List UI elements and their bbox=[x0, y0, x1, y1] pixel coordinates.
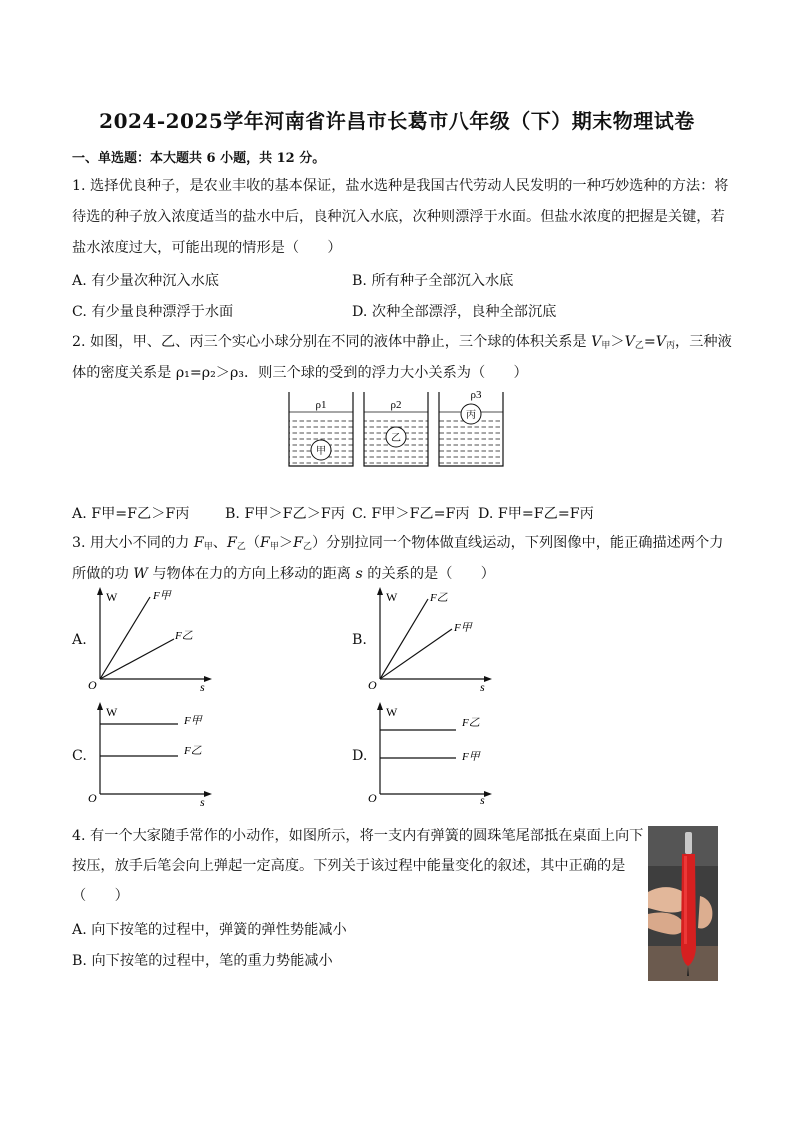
q3-line-2-b: 与物体在力的方向上移动的距离 bbox=[147, 566, 356, 582]
q3-line-1-text: 3. 用大小不同的力 bbox=[72, 535, 194, 551]
var-s: s bbox=[355, 566, 363, 582]
lower-line-label: F乙 bbox=[184, 745, 202, 757]
var-f: F bbox=[193, 535, 204, 551]
x-axis-label: s bbox=[480, 793, 485, 807]
q3-line-2-a: 所做的功 bbox=[72, 566, 134, 582]
container-3 bbox=[439, 389, 503, 466]
lower-line-label: F甲 bbox=[462, 751, 480, 763]
q4-option-a[interactable]: A. 向下按笔的过程中，弹簧的弹性势能减小 bbox=[72, 922, 347, 938]
sub-jia: 甲 bbox=[601, 341, 611, 351]
line-upper bbox=[100, 597, 150, 679]
origin-label: O bbox=[368, 678, 377, 692]
sub-yi: 乙 bbox=[302, 542, 312, 552]
gt-sign: ＞ bbox=[278, 535, 294, 551]
y-axis-label: W bbox=[386, 705, 398, 719]
q3-option-a-label[interactable]: A. bbox=[72, 632, 87, 648]
container-3-label: ρ3 bbox=[470, 389, 482, 401]
var-f: F bbox=[226, 535, 237, 551]
paren-open: （ bbox=[245, 535, 261, 551]
q3-graph-b[interactable] bbox=[366, 585, 496, 693]
comma: 、 bbox=[212, 535, 227, 551]
q2-line-1 bbox=[72, 333, 732, 355]
var-v: V bbox=[655, 334, 666, 350]
var-w: W bbox=[133, 566, 148, 582]
q3-line-1 bbox=[72, 534, 723, 556]
var-f: F bbox=[293, 535, 303, 551]
y-axis-label: W bbox=[106, 705, 118, 719]
var-v: V bbox=[591, 334, 602, 350]
q3-graph-d[interactable] bbox=[366, 700, 496, 808]
page-title: 2024-2025学年河南省许昌市长葛市八年级（下）期末物理试卷 bbox=[99, 109, 695, 133]
container-1 bbox=[289, 392, 353, 466]
sub-jia: 甲 bbox=[203, 542, 213, 552]
q3-option-d-label[interactable]: D. bbox=[352, 748, 368, 764]
pen-photo bbox=[648, 826, 718, 981]
origin-label: O bbox=[88, 678, 97, 692]
y-axis-label: W bbox=[106, 590, 118, 604]
q1-option-b[interactable]: B. 所有种子全部沉入水底 bbox=[352, 273, 514, 289]
section-heading: 一、单选题：本大题共 6 小题，共 12 分。 bbox=[72, 151, 326, 166]
x-axis-label: s bbox=[200, 680, 205, 693]
var-f: F bbox=[260, 535, 270, 551]
sub-yi: 乙 bbox=[634, 341, 644, 351]
q2-option-a[interactable]: A. F甲=F乙＞F丙 bbox=[72, 506, 190, 522]
upper-line-label: F甲 bbox=[184, 715, 202, 727]
ball-bing: 丙 bbox=[466, 410, 476, 421]
lower-line-label: F甲 bbox=[454, 622, 472, 634]
sub-bing: 丙 bbox=[666, 341, 676, 351]
q2-option-c[interactable]: C. F甲＞F乙=F丙 bbox=[352, 506, 470, 522]
q1-line-3: 盐水浓度过大，可能出现的情形是（ ） bbox=[72, 240, 342, 256]
x-axis-label: s bbox=[200, 795, 205, 808]
q3-option-c-label[interactable]: C. bbox=[72, 748, 87, 764]
q3-line-1-end: ）分别拉同一个物体做直线运动，下列图像中，能正确描述两个力 bbox=[311, 535, 724, 551]
q2-container-figure bbox=[285, 388, 515, 470]
q3-option-b-label[interactable]: B. bbox=[352, 632, 367, 648]
line-lower bbox=[380, 629, 452, 679]
q1-line-2: 待选的种子放入浓度适当的盐水中后，良种沉入水底，次种则漂浮于水面。但盐水浓度的把握是关键，若 bbox=[72, 209, 725, 225]
origin-label: O bbox=[368, 791, 377, 805]
q1-line-1: 1. 选择优良种子，是农业丰收的基本保证，盐水选种是我国古代劳动人民发明的一种巧妙选种的方法：将 bbox=[72, 178, 729, 194]
gt-sign: ＞ bbox=[610, 334, 625, 350]
q2-line-2: 体的密度关系是 ρ₁=ρ₂＞ρ₃．则三个球的受到的浮力大小关系为（ ） bbox=[72, 365, 528, 381]
sub-yi: 乙 bbox=[236, 542, 246, 552]
q4-line-1: 4. 有一个大家随手常作的小动作，如图所示，将一支内有弹簧的圆珠笔尾部抵在桌面上向下 bbox=[72, 828, 644, 844]
upper-line-label: F乙 bbox=[430, 592, 448, 604]
q1-option-a[interactable]: A. 有少量次种沉入水底 bbox=[72, 273, 219, 289]
container-2 bbox=[364, 392, 428, 466]
origin-label: O bbox=[88, 791, 97, 805]
q3-graph-a[interactable] bbox=[86, 585, 216, 693]
container-1-label: ρ1 bbox=[315, 399, 327, 411]
q2-line-1-end: ，三种液 bbox=[675, 334, 732, 350]
q2-option-b[interactable]: B. F甲＞F乙＞F丙 bbox=[225, 506, 345, 522]
q1-option-d[interactable]: D. 次种全部漂浮，良种全部沉底 bbox=[352, 304, 557, 320]
lower-line-label: F乙 bbox=[175, 630, 193, 642]
q3-line-2-c: 的关系的是（ ） bbox=[362, 566, 495, 582]
q2-line-1-text: 2. 如图，甲、乙、丙三个实心小球分别在不同的液体中静止，三个球的体积关系是 bbox=[72, 334, 592, 350]
q4-line-3: （ ） bbox=[72, 888, 129, 904]
upper-line-label: F甲 bbox=[153, 590, 171, 602]
ball-jia: 甲 bbox=[316, 446, 326, 457]
line-lower bbox=[100, 639, 174, 679]
sub-jia: 甲 bbox=[269, 542, 279, 552]
line-upper bbox=[380, 599, 428, 679]
container-2-label: ρ2 bbox=[390, 399, 402, 411]
ball-yi: 乙 bbox=[391, 433, 401, 444]
var-v: V bbox=[624, 334, 635, 350]
y-axis-label: W bbox=[386, 590, 398, 604]
eq-sign: = bbox=[643, 334, 656, 350]
x-axis-label: s bbox=[480, 680, 485, 693]
q1-option-c[interactable]: C. 有少量良种漂浮于水面 bbox=[72, 304, 234, 320]
q4-line-2: 按压，放手后笔会向上弹起一定高度。下列关于该过程中能量变化的叙述，其中正确的是 bbox=[72, 858, 626, 874]
q3-graph-c[interactable] bbox=[86, 700, 216, 808]
q3-line-2 bbox=[72, 565, 495, 583]
q2-option-d[interactable]: D. F甲=F乙=F丙 bbox=[478, 506, 594, 522]
upper-line-label: F乙 bbox=[462, 717, 480, 729]
q4-option-b[interactable]: B. 向下按笔的过程中，笔的重力势能减小 bbox=[72, 953, 333, 969]
